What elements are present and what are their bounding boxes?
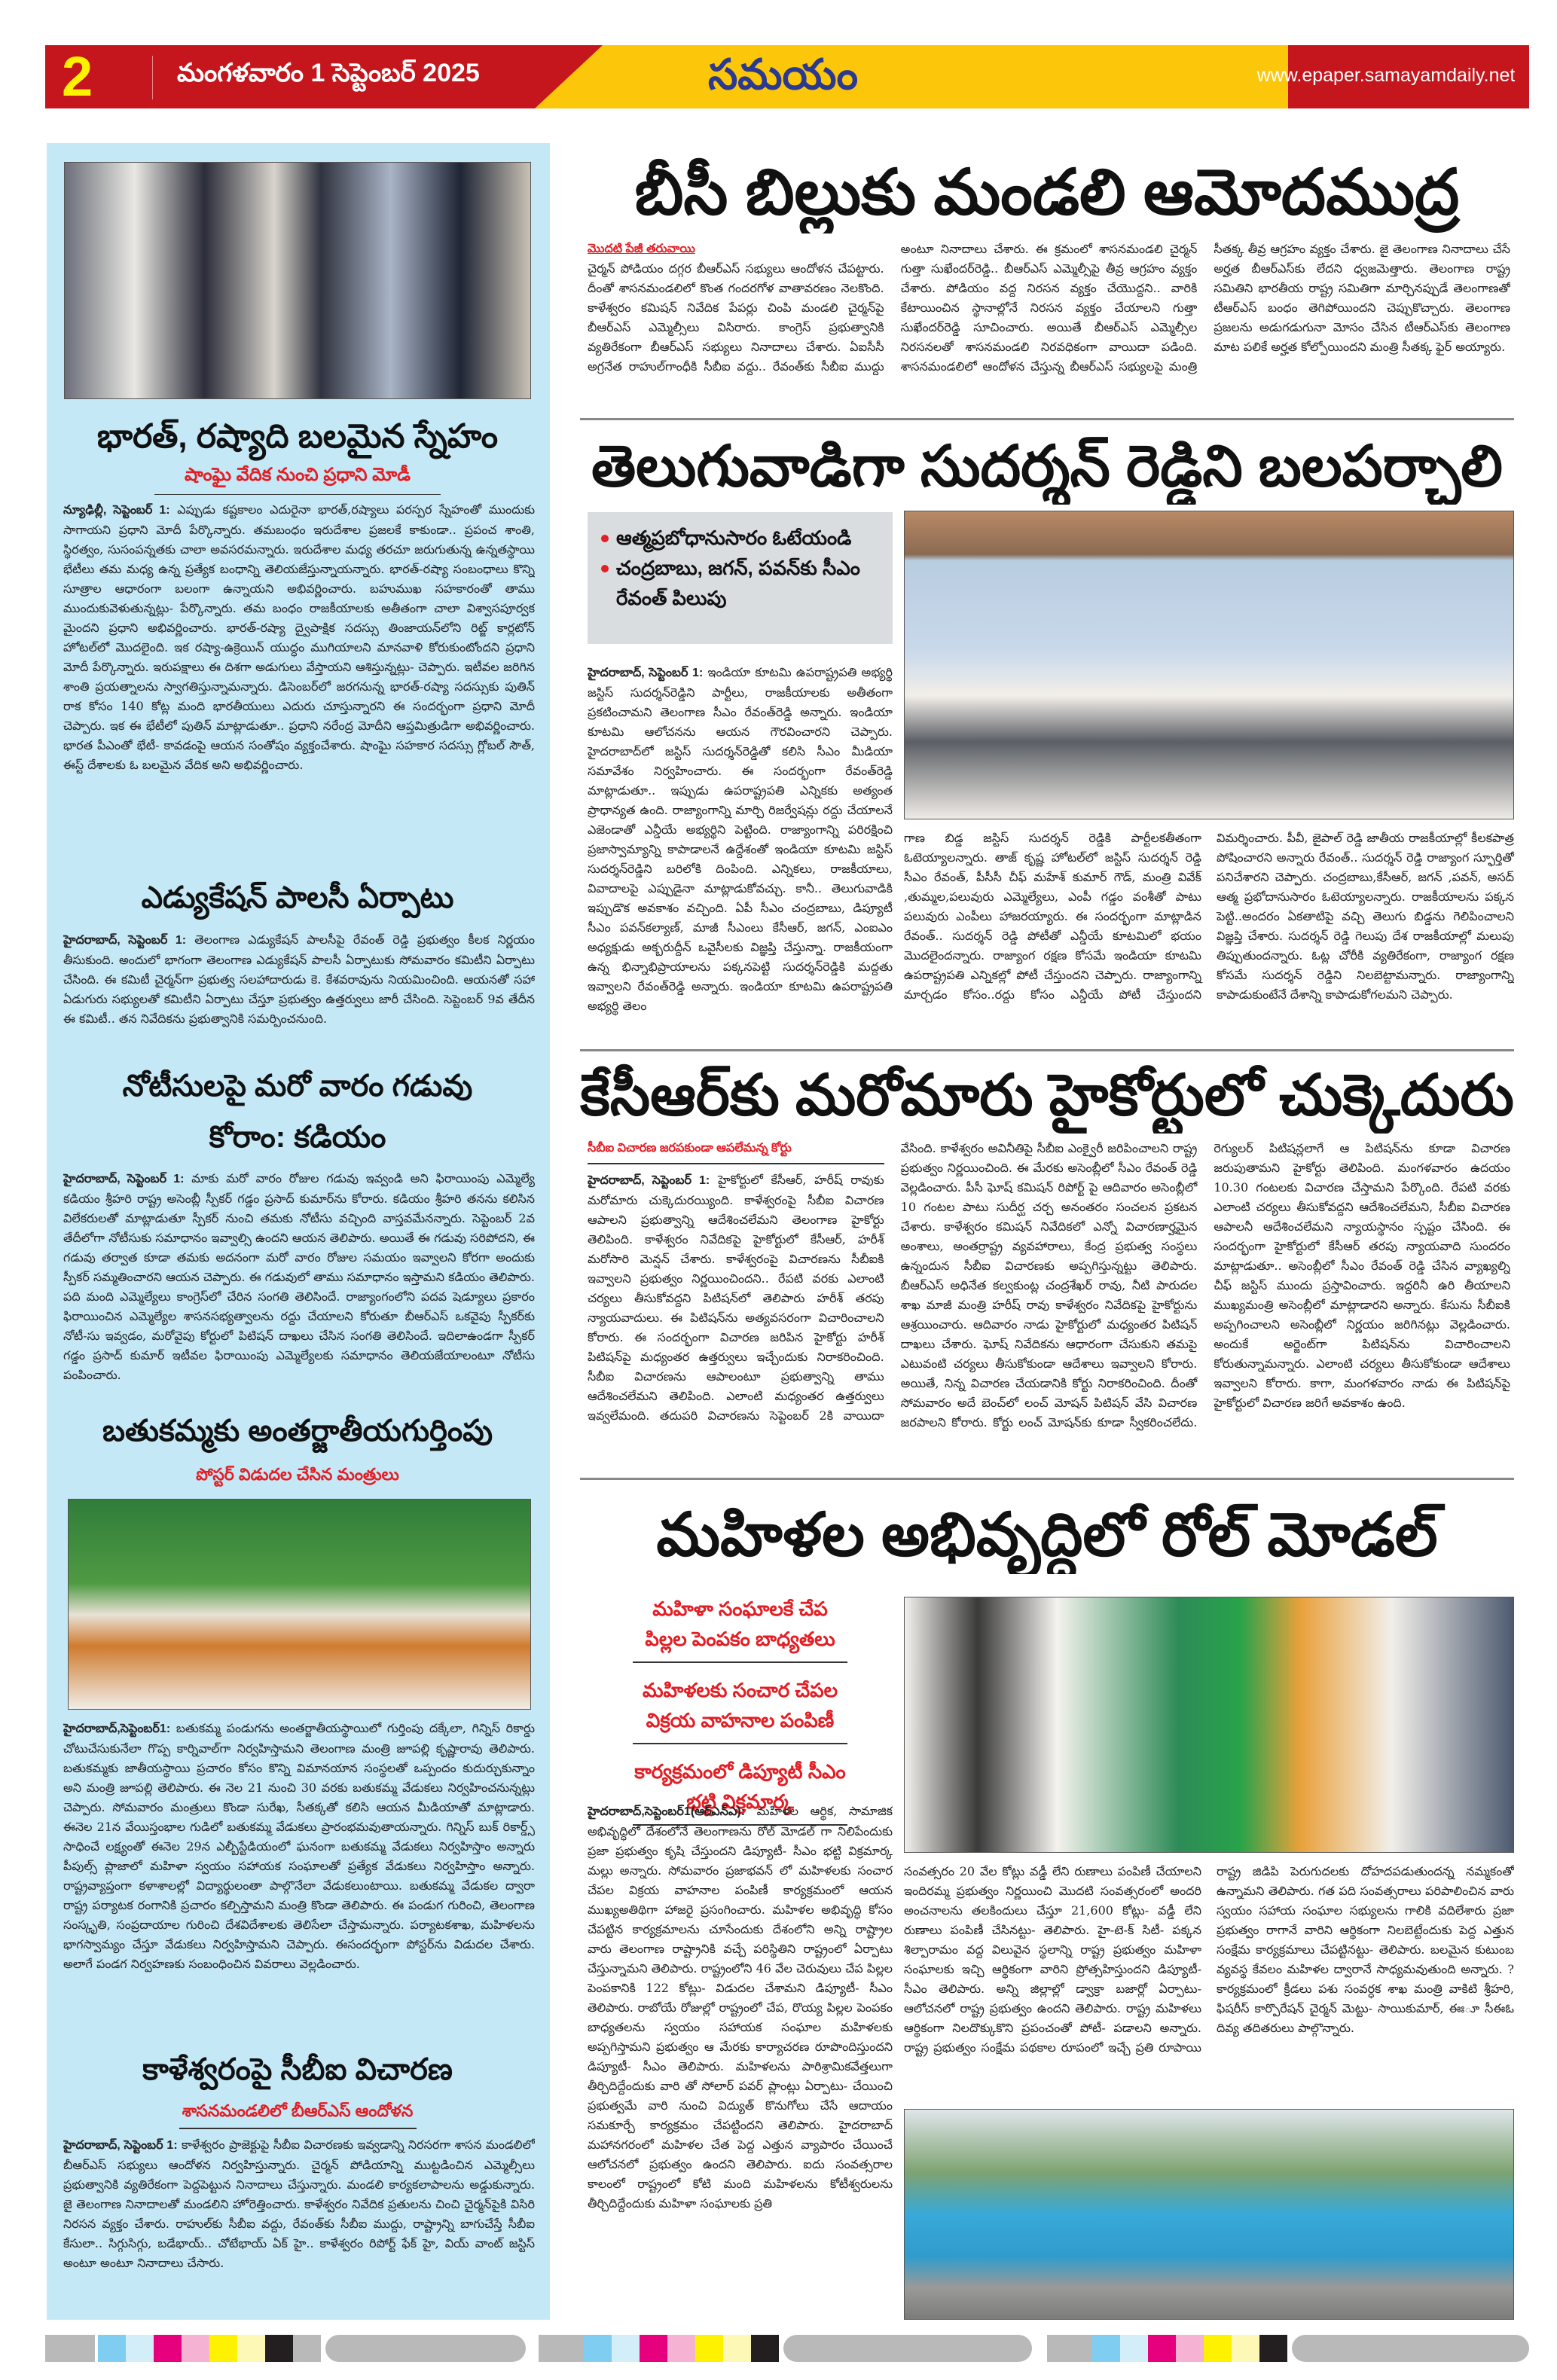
dateline: హైదరాబాద్, సెప్టెంబర్ 1: (588, 667, 704, 679)
color-swatch (539, 2335, 584, 2362)
article-body-notices (63, 1169, 535, 1402)
headline-bathukamma: బతుకమ్మకు అంతర్జాతీయగుర్తింపు (102, 1414, 493, 1448)
article-body-sudarshan-part2 (904, 828, 1514, 1039)
color-swatch (1092, 2335, 1120, 2362)
fish-sale-vehicles-photo (904, 2109, 1514, 2320)
article-body-women-part1 (588, 1802, 893, 2321)
highlight-item (601, 553, 879, 613)
article-text: ఎప్పుడు కష్టకాలం ఎదురైనా భారత్,రష్యాలు పరస్పర స్నేహంతో ముందుకు సాగాయని ప్రధాని మోదీ పేర్కొన్నారు. తమబంధం ఇరుదేశాల ప్రజలకే కాకుండా.. ప్రపంచ శాంతి, స్థిరత్వం, సుసంపన్నతకు చాలా అవసరమన్నారు. ఇరుదేశాల మధ్య తరచూ జరుగుతున్న ఉన్నతస్థాయి భేటీలు తమ మధ్య ఉన్న ప్రత్యేక బంధాన్ని తెలియజేస్తున్నాయన్నారు. భారత్-రష్యా సంబంధాలు కొన్ని సూత్రాల ఆధారంగా బలంగా ఉన్నాయని అభివర్ణించారు. బహుముఖ సహకారంతో తాము ముందుకువెళుతున్నట్లు- పేర్కొన్నారు. తమ బంధం రాజకీయాలకు అతీతంగా చాలా విశ్వాసపూర్వక మైందని ప్రధాని అభివర్ణించారు. భారత్-రష్యా ద్వైపాక్షిక సదస్సు తింజాయన్‌లోని రిట్జ్ కార్లటోన్ హోటల్‌లో మొదలైంది. ఇక రష్యా-ఉక్రెయిన్ యుద్ధం ముగియాలని మానవాళి కోరుకుంటోందని ప్రధాని మోదీ పేర్కొన్నారు. ఇరుపక్షాలు ఈ దిశగా అడుగులు వేస్తాయని ఆశిస్తున్నట్లు- చెప్పారు. ఇటీవల జరిగిన శాంతి ప్రయత్నాలను స్వాగతిస్తున్నామన్నారు. డిసెంబర్‌లో జరగనున్న భారత్-రష్యా సదస్సుకు పుతిన్ రాక కోసం 140 కోట్ల మంది భారతీయులు ఎదురు చూస్తున్నారని ఈ సందర్భంగా ప్రధాని మోదీ చెప్పారు. ఇక ఈ భేటీలో పుతిన్ మాట్లాడుతూ.. ప్రధాని నరేంద్ర మోదీని ఆప్తమిత్రుడిగా అభివర్ణించారు. భారత పీఎంతో భేటీ- కావడంపై ఆయన సంతోషం వ్యక్తంచేశారు. షాంఘై సహకార సదస్సు గ్లోబల్ సౌత్, ఈస్ట్ దేశాలకు ఓ బలమైన వేదిక అని అభివర్ణించారు. (63, 502, 535, 772)
divider (179, 2128, 417, 2129)
dateline: హైదరాబాద్,సెప్టెంబర్1(ఆర్ఎన్ఎ): (588, 1805, 746, 1818)
color-swatch (584, 2335, 612, 2362)
color-swatch (45, 2335, 95, 2362)
dateline: హైదరాబాద్, సెప్టెంబర్ 1: (63, 1173, 185, 1185)
epaper-url[interactable]: www.epaper.samayamdaily.net (1256, 65, 1516, 86)
article-text: చైర్మన్ పోడియం దగ్గర బీఆర్ఎస్ సభ్యులు ఆందోళన చేపట్టారు. దీంతో శాసనమండలిలో కొంత గందరగోళ వాతావరణం నెలకొంది. కాళేశ్వరం కమిషన్ నివేదిక పేపర్లు చింపి మండలి చైర్మన్‌పై బీఆర్ఎస్ ఎమ్మెల్సీలు విసిరారు. కాంగ్రెస్ ప్రభుత్వానికి వ్యతిరేకంగా బీఆర్ఎస్ సభ్యులు నినాదాలు చేశారు. ఏఐసీసీ అగ్రనేత రాహుల్‌గాంధీకి సీబీఐ వద్దు.. రేవంత్‌కు సీబీఐ ముద్దు అంటూ నినాదాలు చేశారు. ఈ క్రమంలో శాసనమండలి చైర్మన్ గుత్తా సుఖేందర్‌రెడ్డి.. బీఆర్ఎస్ ఎమ్మెల్సీపై తీవ్ర ఆగ్రహం వ్యక్తం చేశారు. పోడియం వద్ద నిరసన వ్యక్తం చేయొద్దని.. వారికి కేటాయించిన స్థానాల్లోనే నిరసన వ్యక్తం చేయాలని గుత్తా సుఖేందర్‌రెడ్డి సూచించారు. అయితే బీఆర్ఎస్ ఎమ్మెల్సీల నిరసనలతో శాసనమండలి నిరవధికంగా వాయిదా పడింది. శాసనమండలిలో ఆందోళన చేస్తున్న బీఆర్ఎస్ సభ్యులపై మంత్రి సీతక్క తీవ్ర ఆగ్రహం వ్యక్తం చేశారు. జై తెలంగాణ నినాదాలు చేసే అర్హత బీఆర్ఎస్‌కు లేదని ధ్వజమెత్తారు. తెలంగాణ రాష్ట్ర సమితిని భారతీయ రాష్ట్ర సమితిగా మార్చినప్పుడే తెలంగాణతో టీఆర్ఎస్ బంధం తెగిపోయిందని చెప్పుకొచ్చారు. తెలంగాణ ప్రజలను అడుగడుగునా మోసం చేసిన టీఆర్ఎస్‌కు తెలంగాణ మాట పలికే అర్హత కోల్పోయిందని మంత్రి సీతక్క ఫైర్ అయ్యారు. (588, 242, 1510, 374)
article-text: గాణ బిడ్డ జస్టిస్ సుదర్శన్ రెడ్డికి పార్టీలకతీతంగా ఓటెయ్యాలన్నారు. తాజ్ కృష్ణ హోటల్‌లో జస్టిస్ సుదర్శన్ రెడ్డి సీఎం రేవంత్, పీసీసీ చీఫ్ మహేశ్ కుమార్ గౌడ్, మంత్రి వివేక్ ,తుమ్మల,పలువురు ఎమ్మెల్యేలు, ఎంపీ గడ్డం వంశీతో పాటు పలువురు ఎంపీలు హాజరయ్యారు. ఈ సందర్భంగా మాట్లాడిన రేవంత్.. సుదర్శన్ రెడ్డి పోటీతో ఎన్డీయే కూటమిలో భయం మొదలైందన్నారు. రాజ్యాంగ రక్షణ కోసమే ఇండియా కూటమి ఉపరాష్ట్రపతి ఎన్నికల్లో పోటీ చేస్తుందని చెప్పారు. రాజ్యాంగాన్ని మార్చడం కోసం..రద్దు కోసం ఎన్డీయే పోటీ చేస్తుందని విమర్శించారు. పీవీ, జైపాల్ రెడ్డి జాతీయ రాజకీయాల్లో కీలకపాత్ర పోషించారని అన్నారు రేవంత్.. సుదర్శన్ రెడ్డి రాజ్యాంగ స్ఫూర్తితో పనిచేశారని చెప్పారు. చంద్రబాబు,కేసీఆర్, జగన్ ,పవన్, అసద్ ఆత్మ ప్రభోదానుసారం ఓటెయ్యాలన్నారు. రాజకీయాలను పక్కన పెట్టి..అందరం ఏకతాటిపై వచ్చి తెలుగు బిడ్డను గెలిపించాలని విజ్ఞప్తి చేశారు. సుదర్శన్ రెడ్డి గెలుపు దేశ రాజకీయాల్లో మలుపు తిప్పుతుందన్నారు. ఓట్ల చోరీకి వ్యతిరేకంగా, రాజ్యాంగ రక్షణ కోసమే సుదర్శన్ రెడ్డిని నిలబెట్టామన్నారు. రాజ్యాంగాన్ని కాపాడుకుంటేనే దేశాన్ని కాపాడుకోగలమని చెప్పారు. (904, 831, 1514, 1002)
highlight-text: చంద్రబాబు, జగన్, పవన్‌కు సీఎం రేవంత్ పిలుపు (616, 557, 860, 609)
color-swatch (209, 2335, 237, 2362)
article-text: మాకు మరో వారం రోజుల గడువు ఇవ్వండి అని ఫిరాయింపు ఎమ్మెల్యే కడియం శ్రీహరి రాష్ట్ర అసెంబ్లీ స్పీకర్ గడ్డం ప్రసాద్ కుమార్‌ను కోరారు. కడియం శ్రీహరి తనను కలిసిన విలేకరులతో మాట్లాడుతూ స్పీకర్ నుంచి తమకు నోటీసు వచ్చింది వాస్తవమేనన్నారు. సెప్టెంబర్ 2వ తేదీలోగా నోటీసుకు సమాధానం ఇవ్వాల్సి ఉందని ఆయన తెలిపారు. అయితే ఈ గడువు సరిపోదని, ఈ గడువు తర్వాత కూడా తమకు అదనంగా మరో వారం రోజుల సమయం ఇవ్వాలని కోరగా అందుకు స్పీకర్ సమ్మతించారని ఆయన చెప్పారు. ఈ గడువులో తాము సమాధానం ఇస్తామని కడియం తెలిపారు. పది మంది ఎమ్మెల్యేలు కాంగ్రెస్‌లో చేరిన సంగతి తెలిసిందే. రాజ్యాంగంలోని పదవ షెడ్యూలు ప్రకారం ఫిరాయించిన ఎమ్మెల్యేల శాసనసభ్యత్వాలను రద్దు చేయాలని కోరుతూ బీఆర్ఎస్ ఒకవైపు స్పీకర్‌కు నోటీ-సు ఇవ్వడం, మరోవైపు కోర్టులో పిటిషన్ దాఖలు చేసిన సంగతి తెలిసిందే. ఇదిలాఉండగా స్పీకర్ గడ్డం ప్రసాద్ కుమార్ ఇటీవల ఫిరాయింపు ఎమ్మెల్యేలకు సమాధానం తెలియజేయాలంటూ నోటీసు పంపించారు. (63, 1171, 535, 1382)
dateline: న్యూఢిల్లీ, సెప్టెంబర్ 1: (63, 504, 170, 517)
headline-bc-bill: బీసీ బిల్లుకు మండలి ఆమోదముద్ర (634, 157, 1460, 227)
dateline: హైదరాబాద్,సెప్టెంబర్1: (63, 1722, 171, 1735)
color-swatch (1176, 2335, 1204, 2362)
article-body-women-part2 (904, 1862, 1514, 2103)
article-body-india-russia (63, 500, 535, 801)
color-swatch (293, 2335, 321, 2362)
color-swatch (751, 2335, 779, 2362)
article-text: బతుకమ్మ పండుగను అంతర్జాతీయస్థాయిలో గుర్తింపు దక్కేలా, గిన్నిస్ రికార్డు చోటుచేసుకునేలా గొప్ప కార్నివాల్‌గా నిర్వహిస్తామని తెలంగాణ మంత్రి జూపల్లి కృష్ణారావు తెలిపారు. బతుకమ్మకు జాతీయస్థాయి ప్రచారం కోసం కొన్ని విమానయాన సంస్థలతో ఒప్పందం కుదుర్చుకున్నాం అని మంత్రి జూపల్లి తెలిపారు. ఈ నెల 21 నుంచి 30 వరకు బతుకమ్మ వేడుకలు నిర్వహించనున్నట్లు చెప్పారు. సోమవారం మంత్రులు కొండా సురేఖ, సీతక్కతో కలిసి ఆయన మీడియాతో మాట్లాడారు. ఈనెల 21న వేయిస్తంభాల గుడిలో బతుకమ్మ వేడుకలు ప్రారంభమవుతాయన్నారు. గిన్నిస్ బుక్ రికార్డ్స్ సాధించే లక్ష్యంతో ఈనెల 29న ఎల్బీస్టేడియంలో ఘనంగా బతుకమ్మ వేడుకలు నిర్వహిస్తాం అన్నారు పీపుల్స్ ప్లాజాలో మహిళా స్వయం సహాయక సంఘాలతో ప్రత్యేక వేడుకలు నిర్వహిస్తాం అన్నారు. రాష్ట్రవ్యాప్తంగా కళాశాలల్లో విద్యార్థులంతా పాల్గొనేలా వేడుకలుంటాయి. బతుకమ్మ వేడుకల ద్వారా రాష్ట్ర పర్యాటక రంగానికి ప్రచారం కల్పిస్తామని మంత్రి కొండా తెలిపారు. ఈ పండుగ గురించి, తెలంగాణ సంస్కృతి, సంప్రదాయాల గురించి దేశవిదేశాలకు తెలిసేలా చేస్తామన్నారు. పర్యాటకశాఖ, మహిళలను భాగస్వామ్యం చేస్తూ వేడుకలు నిర్వహిస్తామని చెప్పారు. ఈసందర్భంగా పోస్టర్‌ను విడుదల చేశారు. అలాగే పండగ నిర్వహణకు సంబంధించిన వివరాలు వెల్లడించారు. (63, 1721, 535, 1971)
bullet-icon (601, 535, 609, 542)
fish-vehicle-flag-off-photo (904, 1597, 1514, 1853)
article-body-kaleshwaram-cbi (63, 2135, 535, 2316)
headline-notices-deadline: నోటీసులపై మరో వారం గడువు (122, 1069, 473, 1103)
section-divider (580, 1049, 1514, 1051)
subheads-women (588, 1589, 893, 1833)
dateline: హైదరాబాద్, సెప్టెంబర్ 1: (63, 2139, 178, 2152)
highlight-text: ఆత్మప్రబోధానుసారం ఓటేయండి (616, 526, 852, 549)
masthead-bar (45, 45, 1529, 108)
subhead: కార్యక్రమంలో డిప్యూటీ సీఎం భట్టి విక్రమార్క (633, 1752, 847, 1826)
section-divider (580, 418, 1514, 420)
article-text: సంవత్సరం 20 వేల కోట్లు వడ్డీ లేని రుణాలు పంపిణీ చేయాలని ఇందిరమ్మ ప్రభుత్వం నిర్ణయించి మొదటి సంవత్సరంలో అందరి అంచనాలను తలకిందులు చేస్తూ 21,600 కోట్లు- వడ్డీ లేని రుణాలు పంపిణీ చేసినట్టు- తెలిపారు. హై-టె-క్ సిటీ- పక్కన శిల్పారామం వద్ద విలువైన స్థలాన్ని రాష్ట్ర ప్రభుత్వం మహిళా సంఘాలకు ఇచ్చి ఆర్థికంగా వారిని ప్రోత్సహిస్తుందని డిప్యూటీ- సీఎం తెలిపారు. అన్ని జిల్లాల్లో డ్వాక్రా బజార్లో ఏర్పాటు- ఆలోచనలో రాష్ట్ర ప్రభుత్వం ఉందని తెలిపారు. రాష్ట్ర మహిళలు ఆర్థికంగా నిలదొక్కుకొని ప్రపంచంతో పోటీ- పడాలని అన్నారు. రాష్ట్ర ప్రభుత్వం సంక్షేమ పథకాల రూపంలో ఇచ్చే ప్రతి రూపాయి రాష్ట్ర జిడిపి పెరుగుదలకు దోహదపడుతుందన్న నమ్మకంతో ఉన్నామని తెలిపారు. గత పది సంవత్సరాలు పరిపాలించిన వారు స్వయం సహాయ సంఘాల సభ్యులను గాలికి వదిలేశారు ప్రజా ప్రభుత్వం రాగానే వారిని ఆర్థికంగా నిలబెట్టేందుకు పెద్ద ఎత్తున సంక్షేమ కార్యక్రమాలు చేపట్టినట్టు- తెలిపారు. బలమైన కుటుంబ వ్యవస్థ కేవలం మహిళల ద్వారానే సాధ్యమవుతుంది అన్నారు. ?కార్యక్రమంలో క్రీడలు పశు సంవర్ధక శాఖ మంత్రి వాకిటి శ్రీహరి, ఫిషరీస్ కార్పొరేషన్ చైర్మన్ మెట్టు- సాయికుమార్, ఈఃూ సీఈఓ దివ్య తదితరులు పాల్గొన్నారు. (904, 1864, 1514, 2055)
headline-india-russia: భారత్, రష్యాది బలమైన స్నేహం (96, 418, 499, 455)
headline-kcr-high-court: కేసీఆర్‌కు మరోమారు హైకోర్టులో చుక్కెదురు (580, 1063, 1514, 1127)
color-swatch (1047, 2335, 1092, 2362)
article-body-sudarshan-part1 (588, 663, 893, 1039)
headline-kaleshwaram-cbi: కాళేశ్వరంపై సీబీఐ విచారణ (142, 2053, 453, 2086)
sudarshan-reddy-event-photo (904, 511, 1514, 819)
subhead: మహిళలకు సంచార చేపల విక్రయ వాహనాల పంపిణీ (633, 1671, 847, 1744)
page-number: 2 (62, 45, 93, 108)
color-swatch (1148, 2335, 1176, 2362)
divider (152, 56, 153, 99)
gray-pill (325, 2335, 526, 2362)
color-swatch (1259, 2335, 1287, 2362)
article-body-bathukamma (63, 1719, 535, 2035)
continued-kicker: మొదటి పేజీ తరువాయి (588, 243, 695, 255)
subhead-kaleshwaram-cbi: శాసనమండలిలో బీఆర్ఎస్ ఆందోళన (182, 2101, 414, 2120)
color-swatch (1120, 2335, 1148, 2362)
color-swatch (612, 2335, 640, 2362)
color-swatch (126, 2335, 154, 2362)
divider (154, 494, 441, 495)
headline-notices-deadline-line2: కోరాం: కడియం (209, 1121, 386, 1154)
section-divider (580, 1478, 1514, 1480)
color-swatch (723, 2335, 751, 2362)
color-swatch (182, 2335, 209, 2362)
masthead-yellow-band (535, 45, 1288, 108)
kicker-subhead: సీబీఐ విచారణ జరపకుండా ఆపలేమన్న కోర్టు (588, 1139, 884, 1164)
color-swatch (98, 2335, 126, 2362)
color-swatch (1204, 2335, 1232, 2362)
article-body-bc-bill (588, 240, 1510, 409)
color-swatch (237, 2335, 265, 2362)
article-body-education-policy (63, 930, 535, 1051)
article-text: తెలంగాణ ఎడ్యుకేషన్ పాలసీపై రేవంత్ రెడ్డి ప్రభుత్వం కీలక నిర్ణయం తీసుకుంది. అందులో భాగంగా తెలంగాణ ఎడ్యుకేషన్ పాలసీ ఏర్పాటుకు సోమవారం కమిటీని ఏర్పాటు చేసింది. ఈ కమిటీ చైర్మన్‌గా ప్రభుత్వ సలహాదారుడు కె. కేశవరావును నియమించింది. ఆయనతో సహా ఏడుగురు సభ్యులతో కమిటీని ఏర్పాటు చేస్తూ ప్రభుత్వం ఉత్తర్వులు జారీ చేసింది. సెప్టెంబర్ 9వ తేదీన ఈ కమిటీ.. తన నివేదికను ప్రభుత్వానికి సమర్పించనుంది. (63, 932, 535, 1026)
headline-women-role-model: మహిళల అభివృద్ధిలో రోల్ మోడల్ (656, 1501, 1438, 1568)
article-text: కాళేశ్వరం ప్రాజెక్టుపై సీబీఐ విచారణకు ఇవ్వడాన్ని నిరసరగా శాసన మండలిలో బీఆర్ఎస్ సభ్యులు ఆందోళన నిర్వహిస్తున్నారు. చైర్మన్ పోడియాన్ని ముట్టడించిన ఎమ్మెల్సీలు ప్రభుత్వానికి వ్యతిరేకంగా పెద్దపెట్టున నినాదాలు చేస్తున్నారు. మండలి కార్యకలాపాలను అడ్డుకున్నారు. జై తెలంగాణ నినాదాలతో మండలిని హోరెత్తించారు. కాళేశ్వరం నివేదిక ప్రతులను చించి చైర్మన్‌పైకి విసిరి నిరసన వ్యక్తం చేశారు. రాహుల్‌కు సీబీఐ వద్దు, రేవంత్‌కు సీబీఐ ముద్దు, రాష్ట్రాన్ని బాగుచేస్తే సీబీఐ కేసులా.. సిగ్గుసిగ్గు, బడేభాయ్.. చోటేభాయ్ ఏక్ హై.. కాళేశ్వరం రిపోర్ట్ ఫేక్ హై, వియ్ వాంట్ జస్టిస్ అంటూ అంటూ నినాదాలు చేసారు. (63, 2137, 535, 2270)
gray-pill (1292, 2335, 1529, 2362)
headline-education-policy: ఎడ్యుకేషన్ పాలసీ ఏర్పాటు (141, 881, 454, 914)
bullet-icon (601, 565, 609, 572)
article-body-kcr-high-court (588, 1139, 1510, 1470)
subhead-bathukamma: పోస్టర్ విడుదల చేసిన మంత్రులు (196, 1465, 399, 1484)
highlight-item (601, 523, 879, 553)
highlights-box (588, 512, 893, 644)
modi-putin-meeting-photo (64, 162, 531, 399)
color-swatch (1232, 2335, 1259, 2362)
subhead-india-russia: షాంఘై వేదిక నుంచి ప్రధాని మోడీ (185, 465, 411, 485)
dateline: హైదరాబాద్, సెప్టెంబర్ 1: (63, 934, 187, 947)
article-text: హైకోర్టులో కేసీఆర్, హరీష్ రావుకు మరోమారు చుక్కెదురయ్యింది. కాళేశ్వరంపై సీబీఐ విచారణ ఆపాలని ప్రభుత్వాన్ని ఆదేశించలేమని తెలంగాణ హైకోర్టు తెలిపింది. కాళేశ్వరం నివేదికపై హైకోర్టులో కేసీఆర్, హరీశ్ మరోసారి మెన్షన్ చేశారు. కాళేశ్వరంపై విచారణను సీబీఐకి ఇవ్వాలని ప్రభుత్వం నిర్ణయించిందని.. రేపటి వరకు ఎలాంటి చర్యలు తీసుకోవద్దని పిటిషన్‌లో తెలిపారు హరీశ్ తరపు న్యాయవాదులు. ఈ పిటిషన్‌ను అత్యవసరంగా విచారించాలని కోరారు. ఈ సందర్భంగా విచారణ జరిపిన హైకోర్టు హరీశ్ పిటిషన్‌పై మధ్యంతర ఉత్తర్వులు ఇచ్చేందుకు నిరాకరించింది. సీబీఐ విచారణను ఆపాలంటూ ప్రభుత్వాన్ని తాము ఆదేశించలేమని తెలిపింది. ఎలాంటి మధ్యంతర ఉత్తర్వులు ఇవ్వలేమంది. తదుపరి విచారణను సెప్టెంబర్ 2కి వాయిదా వేసింది. కాళేశ్వరం అవినీతిపై సీబీఐ ఎంక్వైరీ జరిపించాలని రాష్ట్ర ప్రభుత్వం నిర్ణయించింది. ఈ మేరకు అసెంబ్లీలో సీఎం రేవంత్ రెడ్డి వెల్లడించారు. పీసీ ఘోష్ కమిషన్ రిపోర్ట్ పై ఆదివారం అసెంబ్లీలో 10 గంటల పాటు సుదీర్ఘ చర్చ అనంతరం సంచలన ప్రకటన చేశారు. కాళేశ్వరం కమిషన్ నివేదికలో ఎన్నో విచారణార్హమైన అంశాలు, అంతర్రాష్ట్ర వ్యవహారాలు, కేంద్ర ప్రభుత్వ సంస్థలు ఉన్నందున సీబీఐ విచారణకు అప్పగిస్తున్నట్టు తెలిపారు. బీఆర్ఎస్ అధినేత కల్వకుంట్ల చంద్రశేఖర్ రావు, నీటి పారుదల శాఖ మాజీ మంత్రి హరీష్ రావు కాళేశ్వరం నివేదికపై హైకోర్టును ఆశ్రయించారు. ఆదివారం నాడు హైకోర్టులో మధ్యంతర పిటిషన్ దాఖలు చేశారు. ఘోష్ నివేదికను ఆధారంగా చేసుకుని తమపై ఎటువంటి చర్యలు తీసుకోకుండా ఆదేశాలు ఇవ్వాలని కోరారు. అయితే, నిన్న విచారణ చేయడానికి కోర్టు నిరాకరించింది. దీంతో సోమవారం అదే బెంచ్‌లో లంచ్ మోషన్ పిటిషన్ వేసి విచారణ జరపాలని కోరారు. కోర్టు లంచ్ మోషన్‌కు కూడా స్వీకరించలేదు. రెగ్యులర్ పిటిషన్లలాగే ఆ పిటిషన్‌ను కూడా విచారణ జరుపుతామని హైకోర్టు తెలిపింది. మంగళవారం ఉదయం 10.30 గంటలకు విచారణ చేస్తామని పేర్కొంది. రేపటి వరకు ఎలాంటి చర్యలు తీసుకోవద్దని ఆదేశించలేమని, సీబీఐ విచారణ ఆపాలనీ ఆదేశించలేమని న్యాయస్థానం స్పష్టం చేసింది. ఈ సందర్భంగా హైకోర్టులో కేసీఆర్ తరపు న్యాయవాది సుందరం మాట్లాడుతూ.. అసెంబ్లీలో సీఎం రేవంత్ రెడ్డి చేసిన వ్యాఖ్యల్ని చీఫ్ జస్టిస్ ముందు ప్రస్తావించారు. ఇద్దరినీ ఉరి తీయాలని ముఖ్యమంత్రి అసెంబ్లీలో మాట్లాడారని అన్నారు. కేసును సీబీఐకి అప్పగించాలని అసెంబ్లీలో నిర్ణయం జరిగినట్లు వెల్లడించారు. అందుకే అర్జెంట్‌గా పిటిషన్‌ను విచారించాలని కోరుతున్నామన్నారు. ఎలాంటి చర్యలు తీసుకోకుండా ఆదేశాలు ఇవ్వాలని కోరారు. కాగా, మంగళవారం నాడు ఈ పిటిషన్‌పై హైకోర్టులో విచారణ జరిగే అవకాశం ఉంది. (588, 1141, 1510, 1430)
color-swatch (695, 2335, 723, 2362)
headline-sudarshan-reddy: తెలుగువాడిగా సుదర్శన్ రెడ్డిని బలపర్చాలి (591, 435, 1504, 499)
issue-date: మంగళవారం 1 సెప్టెంబర్ 2025 (177, 59, 480, 87)
newspaper-logo: సమయం (708, 50, 858, 98)
article-text: మహిళల ఆర్థిక, సామాజిక అభివృద్ధిలో దేశంలోనే తెలంగాణను రోల్ మోడల్ గా నిలిపేందుకు ప్రజా ప్రభుత్వం కృషి చేస్తుందని డిప్యూటీ- సీఎం భట్టి విక్రమార్క మల్లు అన్నారు. సోమవారం ప్రజాభవన్ లో మహిళలకు సంచార చేపల విక్రయ వాహనాల పంపిణీ కార్యక్రమంలో ఆయన ముఖ్యఅతిథిగా హాజరై ప్రసంగించారు. మహిళల అభివృద్ధి కోసం చేపట్టిన కార్యక్రమాలను చూసేందుకు దేశంలోని అన్ని రాష్ట్రాల వారు తెలంగాణ రాష్ట్రానికి వచ్చే పరిస్థితిని రాష్ట్రంలో ఏర్పాటు చేస్తున్నామని తెలిపారు. రాష్ట్రంలోని 46 వేల చెరువులు చేప పిల్లల పెంపకానికి 122 కోట్లు- విడుదల చేశామని డిప్యూటీ- సీఎం తెలిపారు. రాబోయే రోజుల్లో రాష్ట్రంలో చేప, రొయ్య పిల్లల పెంపకం బాధ్యతలను స్వయం సహాయక సంఘాల మహిళలకు అప్పగిస్తామని ప్రభుత్వం ఆ మేరకు కార్యాచరణ రూపొందిస్తుందని డిప్యూటీ- సీఎం తెలిపారు. మహిళలను పారిశ్రామికవేత్తలుగా తీర్చిదిద్దేందుకు వారి తో సోలార్ పవర్ ప్లాంట్లు ఏర్పాటు- చేయించి ప్రభుత్వమే వారి నుంచి విద్యుత్ కొనుగోలు చేసే ఆదాయం సమకూర్చే కార్యక్రమం చేపట్టిందని తెలిపారు. హైదరాబాద్ మహానగరంలో మహిళల చేత పెద్ద ఎత్తున వ్యాపారం చేయించే ఆలోచనలో ప్రభుత్వం ఉందని తెలిపారు. ఐదు సంవత్సరాల కాలంలో రాష్ట్రంలో కోటి మంది మహిళలను కోటీశ్వరులను తీర్చిదిద్దేందుకు మహిళా సంఘాలకు ప్రతి (588, 1804, 893, 2211)
bathukamma-poster-release-photo (68, 1499, 531, 1710)
dateline: హైదరాబాద్, సెప్టెంబర్ 1: (588, 1174, 710, 1187)
color-swatch (265, 2335, 293, 2362)
subhead: మహిళా సంఘాలకే చేప పిల్లల పెంపకం బాధ్యతలు (633, 1589, 847, 1663)
article-text: ఇండియా కూటమి ఉపరాష్ట్రపతి అభ్యర్థి జస్టిస్ సుదర్శన్‌రెడ్డిని పార్టీలు, రాజకీయాలకు అతీతంగా ప్రకటించామని తెలంగాణ సీఎం రేవంత్‌రెడ్డి అన్నారు. ఇండియా కూటమి ఆలోచనను ఆయన గౌరవించారని చెప్పారు. హైదరాబాద్‌లో జస్టిస్ సుదర్శన్‌రెడ్డితో కలిసి సీఎం మీడియా సమావేశం నిర్వహించారు. ఈ సందర్భంగా రేవంత్‌రెడ్డి మాట్లాడుతూ.. ఇప్పుడు ఉపరాష్ట్రపతి ఎన్నికకు అత్యంత ప్రాధాన్యత ఉంది. రాజ్యాంగాన్ని మార్చి రిజర్వేషన్లు రద్దు చేయాలనే ఎజెండాతో ఎన్డీయే అభ్యర్థిని పెట్టింది. రాజ్యాంగాన్ని పరిరక్షించి ప్రజాస్వామ్యాన్ని కాపాడాలనే ఉద్దేశంతో ఇండియా కూటమి జస్టిస్ సుదర్శన్‌రెడ్డిని బరిలోకి దింపింది. ఎన్నికలు, రాజకీయాలు, వివాదాలపై ఎప్పుడైనా మాట్లాడుకోవచ్చు. కానీ.. తెలుగువాడికి ఇప్పుడొక అవకాశం వచ్చింది. ఏపీ సీఎం చంద్రబాబు, డిప్యూటీ సీఎం పవన్‌కల్యాణ్, మాజీ సీఎంలు కేసీఆర్, జగన్, ఎంఐఎం అధ్యక్షుడు అక్బరుద్దీన్ ఒవైసీలకు విజ్ఞప్తి చేస్తున్నా. రాజకీయంగా ఉన్న భిన్నాభిప్రాయాలను పక్కనపెట్టి సుదర్శన్‌రెడ్డికి మద్దతు ఇవ్వాలని రేవంత్‌రెడ్డి అన్నారు. ఇండియా కూటమి ఉపరాష్ట్రపతి అభ్యర్థి తెలం (588, 665, 893, 1013)
color-swatch (154, 2335, 182, 2362)
color-swatch (667, 2335, 695, 2362)
color-swatch (640, 2335, 667, 2362)
gray-pill (783, 2335, 1032, 2362)
